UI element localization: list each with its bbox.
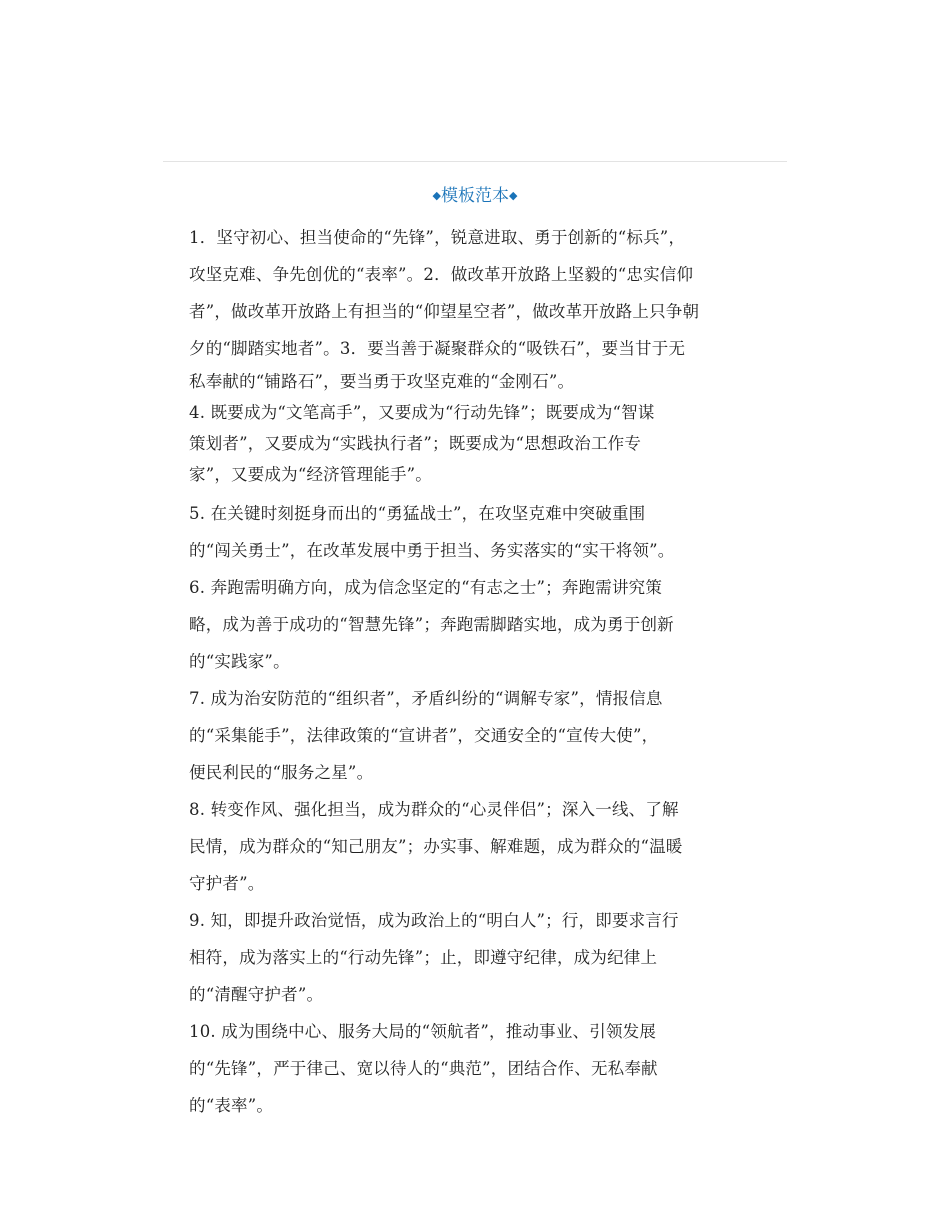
text-line: 10. 成为围绕中心、服务大局的“领航者”，推动事业、引领发展 bbox=[189, 1022, 657, 1041]
paragraph-7 bbox=[189, 680, 774, 791]
text-line: 7. 成为治安防范的“组织者”，矛盾纠纷的“调解专家”，情报信息 bbox=[189, 689, 663, 708]
text-line: 的“表率”。 bbox=[189, 1096, 274, 1115]
diamond-left-icon: ◆ bbox=[432, 189, 441, 202]
text-line: 相符，成为落实上的“行动先锋”；止，即遵守纪律，成为纪律上 bbox=[189, 948, 658, 967]
text-line: 攻坚克难、争先创优的“表率”。2．做改革开放路上坚毅的“忠实信仰 bbox=[189, 265, 694, 284]
text-line: 夕的“脚踏实地者”。3．要当善于凝聚群众的“吸铁石”，要当甘于无 bbox=[189, 339, 686, 358]
text-line: 私奉献的“铺路石”，要当勇于攻坚克难的“金刚石”。 bbox=[189, 372, 575, 391]
text-line: 1．坚守初心、担当使命的“先锋”，锐意进取、勇于创新的“标兵”， bbox=[189, 228, 686, 247]
text-line: 家”，又要成为“经济管理能手”。 bbox=[189, 465, 433, 484]
paragraph-10 bbox=[189, 1013, 774, 1124]
text-line: 民情，成为群众的“知己朋友”；办实事、解难题，成为群众的“温暖 bbox=[189, 837, 683, 856]
text-line: 的“实践家”。 bbox=[189, 652, 290, 671]
text-line: 5. 在关键时刻挺身而出的“勇猛战士”，在攻坚克难中突破重围 bbox=[189, 504, 646, 523]
text-line: 的“采集能手”，法律政策的“宣讲者”，交通安全的“宣传大使”， bbox=[189, 726, 659, 745]
text-line: 的“清醒守护者”。 bbox=[189, 985, 324, 1004]
paragraph-1 bbox=[189, 219, 774, 397]
top-divider bbox=[163, 161, 787, 162]
paragraph-5 bbox=[189, 495, 774, 569]
paragraph-4 bbox=[189, 397, 774, 490]
text-line: 4. 既要成为“文笔高手”，又要成为“行动先锋”；既要成为“智谋 bbox=[189, 403, 655, 422]
document-body bbox=[189, 197, 774, 1124]
text-line: 9. 知，即提升政治觉悟，成为政治上的“明白人”；行，即要求言行 bbox=[189, 911, 679, 930]
paragraph-6 bbox=[189, 569, 774, 680]
text-line: 便民利民的“服务之星”。 bbox=[189, 763, 374, 782]
text-line: 8. 转变作风、强化担当，成为群众的“心灵伴侣”；深入一线、了解 bbox=[189, 800, 679, 819]
paragraph-8 bbox=[189, 791, 774, 902]
text-line: 略，成为善于成功的“智慧先锋”；奔跑需脚踏实地，成为勇于创新 bbox=[189, 615, 674, 634]
text-line: 守护者”。 bbox=[189, 874, 265, 893]
text-line: 策划者”，又要成为“实践执行者”；既要成为“思想政治工作专 bbox=[189, 434, 642, 453]
text-line: 者”，做改革开放路上有担当的“仰望星空者”，做改革开放路上只争朝 bbox=[189, 302, 700, 321]
paragraph-9 bbox=[189, 902, 774, 1013]
page-title-text: 模板范本 bbox=[441, 186, 509, 206]
text-line: 的“闯关勇士”，在改革发展中勇于担当、务实落实的“实干将领”。 bbox=[189, 541, 675, 560]
text-line: 6. 奔跑需明确方向，成为信念坚定的“有志之士”；奔跑需讲究策 bbox=[189, 578, 663, 597]
diamond-right-icon: ◆ bbox=[509, 189, 518, 202]
text-line: 的“先锋”，严于律己、宽以待人的“典范”，团结合作、无私奉献 bbox=[189, 1059, 658, 1078]
